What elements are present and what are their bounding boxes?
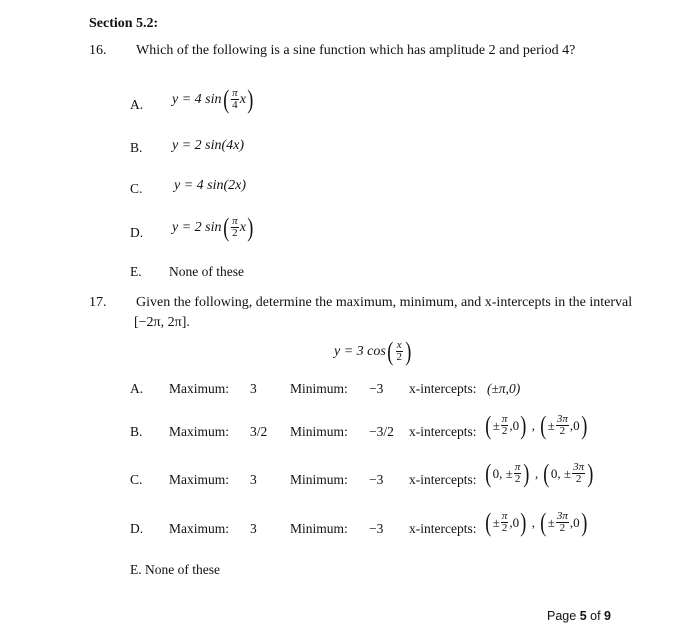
- total-pages: 9: [604, 609, 611, 623]
- q16-option-d-expr: [172, 212, 255, 242]
- q17-option-c-max-label: Maximum:: [169, 472, 229, 487]
- right-paren: ): [580, 507, 587, 537]
- fraction-numerator: π: [232, 87, 238, 99]
- right-paren: ): [520, 507, 527, 537]
- q17-option-d-intercepts: [484, 507, 588, 537]
- right-paren: ): [587, 458, 594, 488]
- left-paren: (: [387, 336, 394, 366]
- left-paren: (: [543, 458, 550, 488]
- q16-option-c-letter: C.: [130, 181, 143, 196]
- fraction-denominator: 2: [501, 425, 508, 437]
- separator: ,: [531, 514, 535, 530]
- question-16-number: 16.: [89, 43, 107, 58]
- q17-option-c-xint-label: x-intercepts:: [409, 472, 477, 487]
- separator: ,: [535, 465, 539, 481]
- q16-option-b-letter: B.: [130, 140, 143, 155]
- q17-option-a-max-label: Maximum:: [169, 381, 229, 396]
- q17-option-d-max-label: Maximum:: [169, 521, 229, 536]
- fraction: [572, 462, 585, 485]
- comma-zero: ,0: [509, 514, 520, 530]
- fraction: [556, 414, 569, 437]
- fraction-denominator: 2: [575, 473, 582, 485]
- q17-option-a-intercepts: (±π,0): [487, 381, 521, 396]
- q17-option-e: E. None of these: [130, 562, 220, 577]
- comma-zero: ,0: [509, 417, 520, 433]
- fraction-numerator: π: [501, 510, 508, 522]
- right-paren: ): [580, 410, 587, 440]
- q17-option-a-xint-label: x-intercepts:: [409, 381, 477, 396]
- fraction: [501, 414, 509, 437]
- left-paren: (: [485, 410, 492, 440]
- q17-option-a-min-value: −3: [369, 381, 384, 396]
- q17-option-c-max-value: 3: [250, 472, 257, 487]
- q17-option-b-max-value: 3/2: [250, 424, 268, 439]
- right-paren: ): [247, 84, 254, 114]
- zero-comma: 0,: [550, 465, 564, 481]
- fraction-numerator: π: [232, 215, 238, 227]
- fraction-denominator: 2: [232, 227, 238, 239]
- q17-option-a-letter: A.: [130, 381, 144, 396]
- q17-function-lhs: y = 3 cos: [334, 343, 386, 359]
- fraction: [514, 462, 522, 485]
- variable: x: [239, 91, 246, 107]
- q17-option-c-intercepts: [484, 458, 595, 488]
- fraction: [556, 511, 569, 534]
- plus-minus: ±: [492, 514, 500, 530]
- q17-option-a-max-value: 3: [250, 381, 257, 396]
- left-paren: (: [485, 507, 492, 537]
- fraction-denominator: 2: [501, 522, 508, 534]
- left-paren: (: [222, 84, 229, 114]
- q17-option-d-xint-label: x-intercepts:: [409, 521, 477, 536]
- question-17-interval: [−2π, 2π].: [134, 315, 190, 330]
- page-indicator: [547, 609, 611, 623]
- plus-minus: ±: [563, 465, 572, 481]
- comma-zero: ,0: [569, 514, 580, 530]
- q17-option-b-letter: B.: [130, 424, 143, 439]
- q17-option-d-min-label: Minimum:: [290, 521, 348, 536]
- q17-option-b-min-value: −3/2: [369, 424, 394, 439]
- left-paren: (: [222, 212, 229, 242]
- fraction-denominator: 2: [396, 351, 402, 363]
- fraction: [501, 511, 509, 534]
- fraction-numerator: x: [396, 339, 402, 351]
- q17-option-b-xint-label: x-intercepts:: [409, 424, 477, 439]
- q16-option-e-letter: E.: [130, 264, 142, 279]
- section-title: Section 5.2:: [89, 16, 159, 31]
- question-17-number: 17.: [89, 295, 107, 310]
- question-16-text: Which of the following is a sine function which has amplitude 2 and period 4?: [136, 43, 576, 58]
- q17-option-c-min-label: Minimum:: [290, 472, 348, 487]
- q17-option-b-intercepts: [484, 410, 588, 440]
- right-paren: ): [247, 212, 254, 242]
- q16-option-a-lhs: y = 4 sin: [172, 91, 222, 107]
- fraction-numerator: 3π: [556, 510, 568, 522]
- left-paren: (: [540, 410, 547, 440]
- plus-minus: ±: [547, 417, 555, 433]
- q17-option-c-min-value: −3: [369, 472, 384, 487]
- q16-option-d-fraction: [231, 216, 239, 239]
- q16-option-c-expr: y = 4 sin(2x): [174, 178, 247, 193]
- q16-option-a-fraction: [231, 88, 239, 111]
- plus-minus: ±: [492, 417, 500, 433]
- plus-minus: ±: [505, 465, 513, 481]
- q16-option-b-expr: y = 2 sin(4x): [172, 138, 245, 153]
- q17-option-b-min-label: Minimum:: [290, 424, 348, 439]
- q16-option-d-letter: D.: [130, 225, 144, 240]
- q16-option-d-lhs: y = 2 sin: [172, 219, 222, 235]
- q17-option-d-max-value: 3: [250, 521, 257, 536]
- left-paren: (: [485, 458, 492, 488]
- right-paren: ): [523, 458, 530, 488]
- zero-comma: 0,: [492, 465, 506, 481]
- fraction-numerator: π: [501, 413, 508, 425]
- fraction-denominator: 2: [514, 473, 521, 485]
- q16-option-a-letter: A.: [130, 97, 144, 112]
- fraction-numerator: 3π: [573, 461, 585, 473]
- plus-minus: ±: [547, 514, 555, 530]
- question-17-text: Given the following, determine the maximum, minimum, and x-intercepts in the interval: [136, 295, 633, 310]
- q17-option-a-min-label: Minimum:: [290, 381, 348, 396]
- of-word: of: [590, 609, 601, 623]
- right-paren: ): [520, 410, 527, 440]
- right-paren: ): [405, 336, 412, 366]
- q17-option-c-letter: C.: [130, 472, 143, 487]
- q17-option-d-letter: D.: [130, 521, 144, 536]
- page-word: Page: [547, 609, 577, 623]
- fraction-numerator: π: [514, 461, 521, 473]
- comma-zero: ,0: [569, 417, 580, 433]
- q16-option-a-expr: [172, 84, 255, 114]
- q17-option-b-max-label: Maximum:: [169, 424, 229, 439]
- variable: x: [239, 219, 246, 235]
- left-paren: (: [540, 507, 547, 537]
- q16-option-e-text: None of these: [169, 264, 244, 279]
- fraction-denominator: 2: [559, 425, 566, 437]
- q17-function-fraction: [396, 340, 404, 363]
- current-page: 5: [579, 609, 587, 623]
- q17-option-d-min-value: −3: [369, 521, 384, 536]
- fraction-numerator: 3π: [556, 413, 568, 425]
- fraction-denominator: 4: [232, 99, 238, 111]
- separator: ,: [531, 417, 535, 433]
- fraction-denominator: 2: [559, 522, 566, 534]
- q17-function: [334, 336, 413, 366]
